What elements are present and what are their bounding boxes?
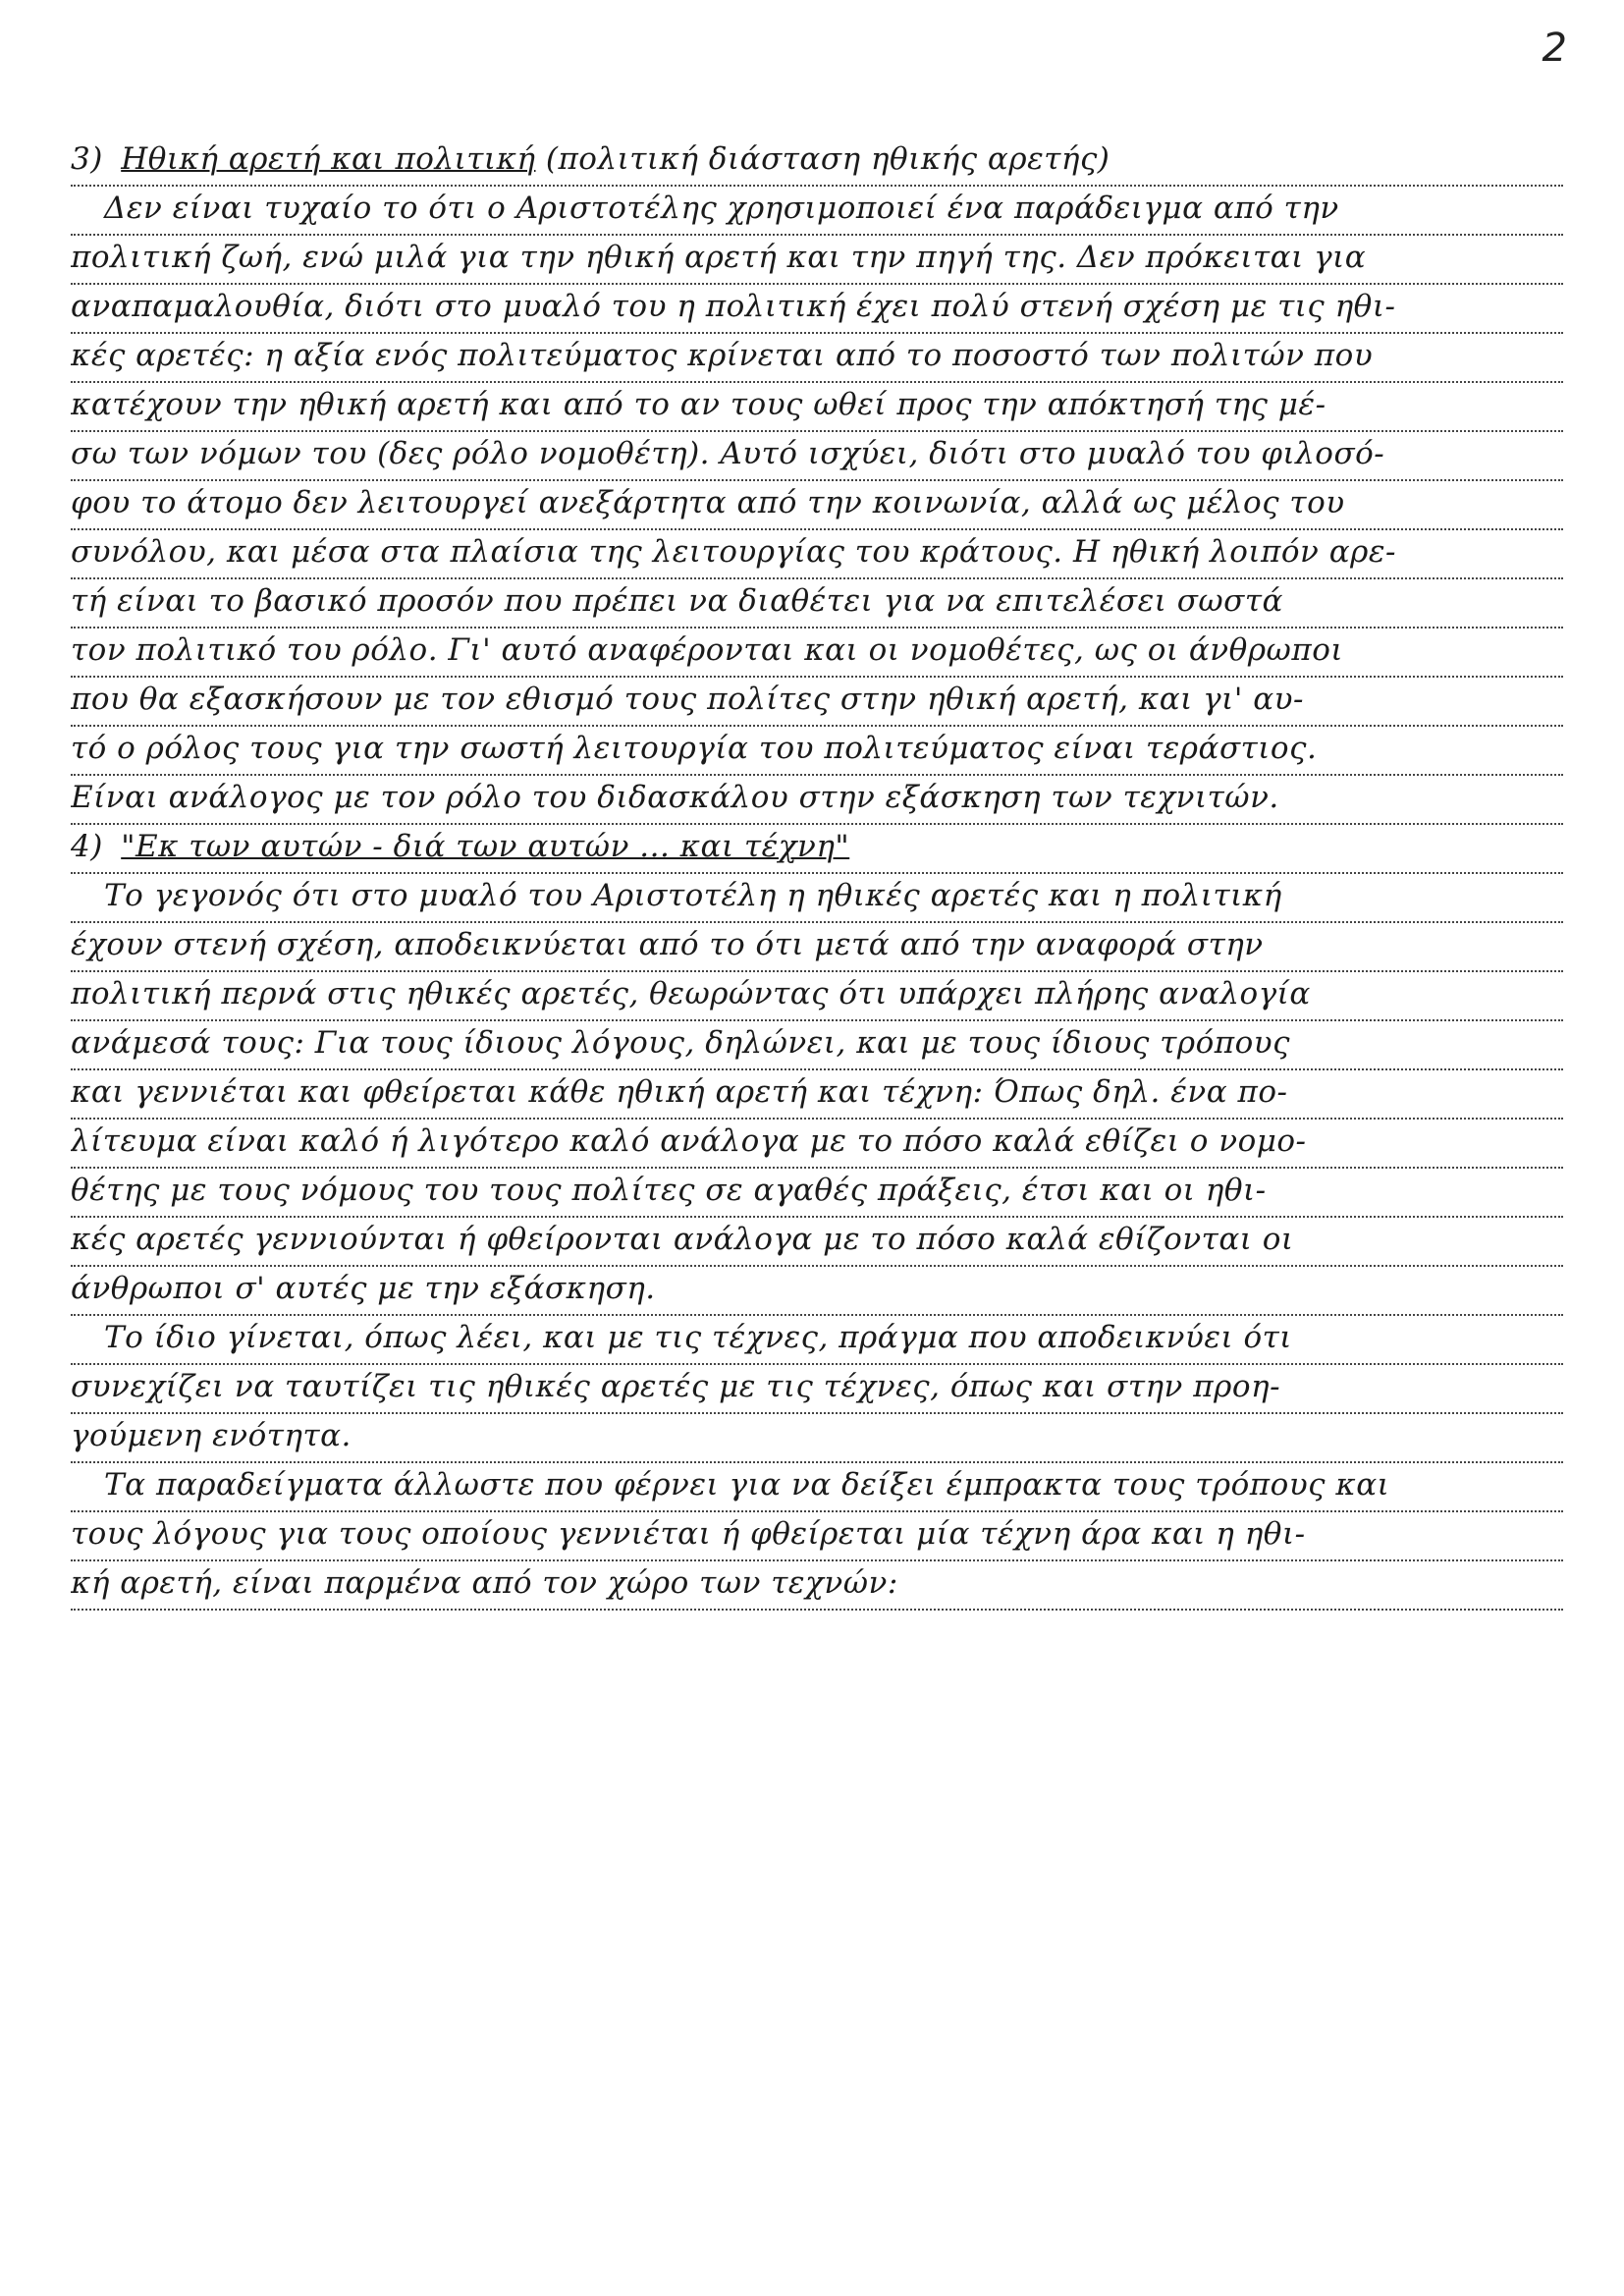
text-line: και γεννιέται και φθείρεται κάθε ηθική αρετή και τέχνη: Όπως δηλ. ένα πο- — [71, 1070, 1563, 1120]
text-line: Το ίδιο γίνεται, όπως λέει, και με τις τέχνες, πράγμα που αποδεικνύει ότι — [71, 1316, 1563, 1365]
text-line: πολιτική ζωή, ενώ μιλά για την ηθική αρετή και την πηγή της. Δεν πρόκειται για — [71, 236, 1563, 285]
text-line: πολιτική περνά στις ηθικές αρετές, θεωρώντας ότι υπάρχει πλήρης αναλογία — [71, 972, 1563, 1021]
section-4-title: "Εκ των αυτών - διά των αυτών ... και τέχνη" — [121, 829, 850, 864]
page-number: 2 — [1542, 26, 1567, 71]
section-4-heading — [71, 825, 1563, 874]
text-line: λίτευμα είναι καλό ή λιγότερο καλό ανάλογα με το πόσο καλά εθίζει ο νομο- — [71, 1120, 1563, 1169]
text-line: γούμενη ενότητα. — [71, 1414, 1563, 1463]
text-line: έχουν στενή σχέση, αποδεικνύεται από το ότι μετά από την αναφορά στην — [71, 923, 1563, 972]
section-3-heading — [71, 137, 1563, 187]
text-line: κατέχουν την ηθική αρετή και από το αν τους ωθεί προς την απόκτησή της μέ- — [71, 383, 1563, 432]
text-line: τή είναι το βασικό προσόν που πρέπει να διαθέτει για να επιτελέσει σωστά — [71, 579, 1563, 629]
page-content — [71, 137, 1563, 1611]
text-line: τό ο ρόλος τους για την σωστή λειτουργία του πολιτεύματος είναι τεράστιος. — [71, 727, 1563, 776]
text-line: φου το άτομο δεν λειτουργεί ανεξάρτητα από την κοινωνία, αλλά ως μέλος του — [71, 481, 1563, 530]
text-line: τους λόγους για τους οποίους γεννιέται ή φθείρεται μία τέχνη άρα και η ηθι- — [71, 1512, 1563, 1561]
text-line: σω των νόμων του (δες ρόλο νομοθέτη). Αυτό ισχύει, διότι στο μυαλό του φιλοσό- — [71, 432, 1563, 481]
section-3-title: Ηθική αρετή και πολιτική — [121, 141, 536, 177]
text-line: θέτης με τους νόμους του τους πολίτες σε αγαθές πράξεις, έτσι και οι ηθι- — [71, 1169, 1563, 1218]
text-line: που θα εξασκήσουν με τον εθισμό τους πολίτες στην ηθική αρετή, και γι' αυ- — [71, 678, 1563, 727]
section-4-number: 4) — [71, 829, 103, 864]
section-3-subtitle: (πολιτική διάσταση ηθικής αρετής) — [545, 141, 1110, 177]
text-line: κή αρετή, είναι παρμένα από τον χώρο των τεχνών: — [71, 1561, 1563, 1611]
text-line: Δεν είναι τυχαίο το ότι ο Αριστοτέλης χρησιμοποιεί ένα παράδειγμα από την — [71, 187, 1563, 236]
section-3-number: 3) — [71, 141, 103, 177]
text-line: Τα παραδείγματα άλλωστε που φέρνει για να δείξει έμπρακτα τους τρόπους και — [71, 1463, 1563, 1512]
text-line: αναπαμαλουθία, διότι στο μυαλό του η πολιτική έχει πολύ στενή σχέση με τις ηθι- — [71, 285, 1563, 334]
text-line: άνθρωποι σ' αυτές με την εξάσκηση. — [71, 1267, 1563, 1316]
text-line: ανάμεσά τους: Για τους ίδιους λόγους, δηλώνει, και με τους ίδιους τρόπους — [71, 1021, 1563, 1070]
text-line: συνεχίζει να ταυτίζει τις ηθικές αρετές με τις τέχνες, όπως και στην προη- — [71, 1365, 1563, 1414]
text-line: κές αρετές: η αξία ενός πολιτεύματος κρίνεται από το ποσοστό των πολιτών που — [71, 334, 1563, 383]
text-line: Το γεγονός ότι στο μυαλό του Αριστοτέλη η ηθικές αρετές και η πολιτική — [71, 874, 1563, 923]
text-line: συνόλου, και μέσα στα πλαίσια της λειτουργίας του κράτους. Η ηθική λοιπόν αρε- — [71, 530, 1563, 579]
text-line: τον πολιτικό του ρόλο. Γι' αυτό αναφέρονται και οι νομοθέτες, ως οι άνθρωποι — [71, 629, 1563, 678]
text-line: Είναι ανάλογος με τον ρόλο του διδασκάλου στην εξάσκηση των τεχνιτών. — [71, 776, 1563, 825]
text-line: κές αρετές γεννιούνται ή φθείρονται ανάλογα με το πόσο καλά εθίζονται οι — [71, 1218, 1563, 1267]
